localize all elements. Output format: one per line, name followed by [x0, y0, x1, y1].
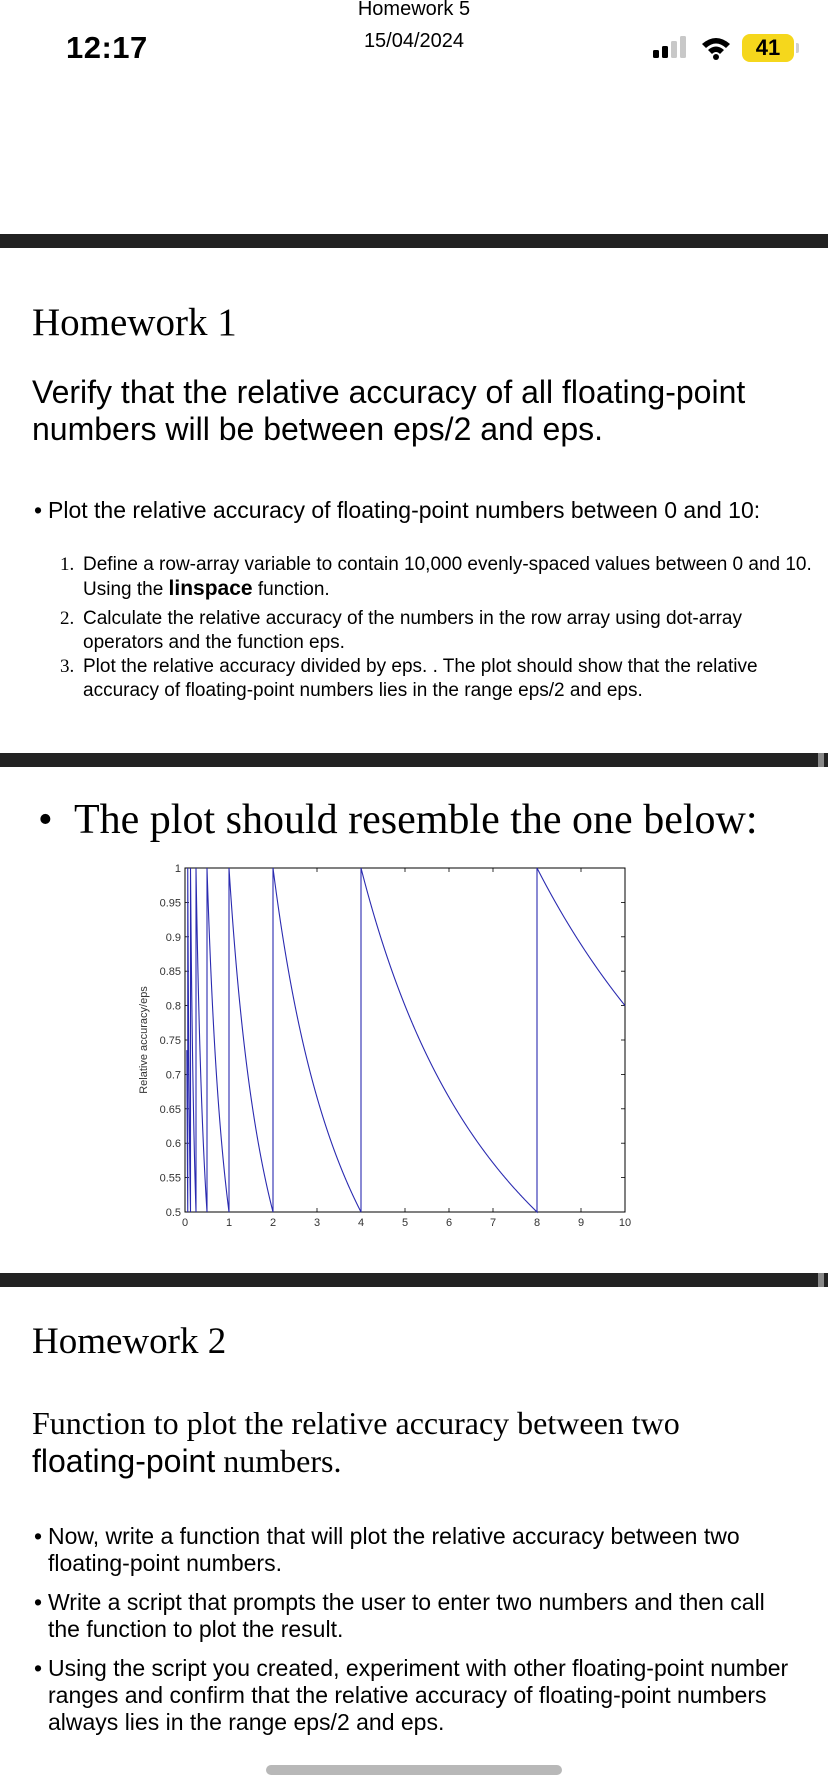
lead-text-sans: floating-point	[32, 1443, 216, 1479]
homework1-lead: Verify that the relative accuracy of all floating-point numbers will be between eps/2 and eps.	[32, 374, 746, 447]
x-tick-label: 4	[357, 1217, 365, 1229]
slide-divider	[0, 1273, 828, 1287]
y-tick-label: 1	[174, 863, 181, 875]
x-tick-label: 3	[313, 1217, 321, 1229]
x-tick-label: 5	[401, 1217, 409, 1229]
bullet-text: Plot the relative accuracy of floating-point numbers between 0 and 10:	[48, 497, 761, 523]
lead-text: Function to plot the relative accuracy between two	[32, 1405, 680, 1441]
homework1-step-1	[60, 553, 823, 602]
home-indicator[interactable]	[266, 1765, 562, 1775]
slide-divider	[0, 234, 828, 248]
slide-bullet-dot: •	[38, 797, 53, 843]
y-tick-label: 0.6	[165, 1138, 181, 1151]
homework2-title: Homework 2	[32, 1321, 227, 1362]
step-text: Calculate the relative accuracy of the numbers in the row array using dot-array operators and the function eps.	[83, 608, 742, 653]
step-number: 2.	[60, 608, 75, 629]
x-tick-label: 6	[445, 1217, 453, 1229]
battery-indicator: 41	[742, 34, 794, 62]
slide-divider	[0, 753, 828, 767]
x-tick-label: 10	[618, 1217, 632, 1229]
y-tick-label: 0.75	[159, 1035, 181, 1047]
y-tick-label: 0.8	[165, 1000, 181, 1013]
slide-heading: The plot should resemble the one below:	[74, 797, 758, 843]
homework2-lead	[32, 1404, 802, 1480]
bullet-dot: •	[34, 1589, 43, 1615]
y-tick-label: 0.55	[159, 1172, 181, 1185]
homework1-step-3	[60, 655, 823, 703]
relative-accuracy-plot	[130, 856, 640, 1236]
homework2-bullet-1	[34, 1523, 798, 1577]
cellular-signal-icon	[653, 36, 691, 58]
y-tick-label: 0.7	[165, 1069, 181, 1082]
homework1-title: Homework 1	[32, 301, 237, 344]
y-tick-label: 0.95	[159, 897, 181, 910]
x-tick-label: 8	[533, 1217, 541, 1229]
step-number: 1.	[60, 554, 75, 575]
x-tick-label: 0	[181, 1217, 189, 1229]
step-text: Plot the relative accuracy divided by eps. . The plot should show that the relative accuracy of floating-point numbers lies in the range eps/2 and eps.	[83, 656, 758, 701]
y-tick-label: 0.65	[159, 1103, 181, 1116]
battery-cap-icon	[796, 43, 799, 53]
y-tick-label: 0.5	[165, 1207, 181, 1219]
y-tick-label: 0.9	[165, 931, 181, 944]
homework1-step-2	[60, 607, 823, 655]
homework2-bullet-3	[34, 1655, 798, 1736]
bullet-text: Write a script that prompts the user to enter two numbers and then call the function to plot the result.	[48, 1589, 765, 1642]
step-keyword: linspace	[168, 577, 253, 600]
bullet-dot: •	[34, 1523, 43, 1549]
wifi-icon	[700, 36, 732, 60]
x-tick-label: 9	[577, 1217, 585, 1229]
y-tick-label: 0.85	[159, 966, 181, 979]
status-time: 12:17	[66, 30, 148, 65]
bullet-text: Using the script you created, experiment with other floating-point number ranges and confirm that the relative accuracy of floating-point numbers always lies in the range eps/2 and eps.	[48, 1655, 789, 1735]
document-title: Homework 5	[357, 0, 471, 20]
slide-divider-notch	[818, 753, 824, 767]
homework2-bullet-2	[34, 1589, 798, 1643]
lead-text-end: numbers.	[215, 1443, 342, 1479]
plot-area	[185, 868, 625, 1212]
homework1-bullet	[34, 497, 798, 524]
bullet-dot: •	[34, 497, 43, 523]
bullet-text: Now, write a function that will plot the relative accuracy between two floating-point numbers.	[48, 1523, 740, 1576]
x-tick-label: 7	[489, 1217, 497, 1229]
step-text-end: function.	[252, 579, 330, 600]
document-date: 15/04/2024	[363, 30, 465, 52]
x-tick-label: 1	[225, 1217, 233, 1229]
x-tick-label: 2	[269, 1217, 277, 1229]
bullet-dot: •	[34, 1655, 43, 1681]
step-number: 3.	[60, 656, 75, 677]
step-text: Define a row-array variable to contain 10,000 evenly-spaced values between 0 and 10. Using the	[83, 554, 812, 600]
y-axis-label: Relative accuracy/eps	[138, 986, 150, 1094]
slide-divider-notch	[818, 1273, 824, 1287]
